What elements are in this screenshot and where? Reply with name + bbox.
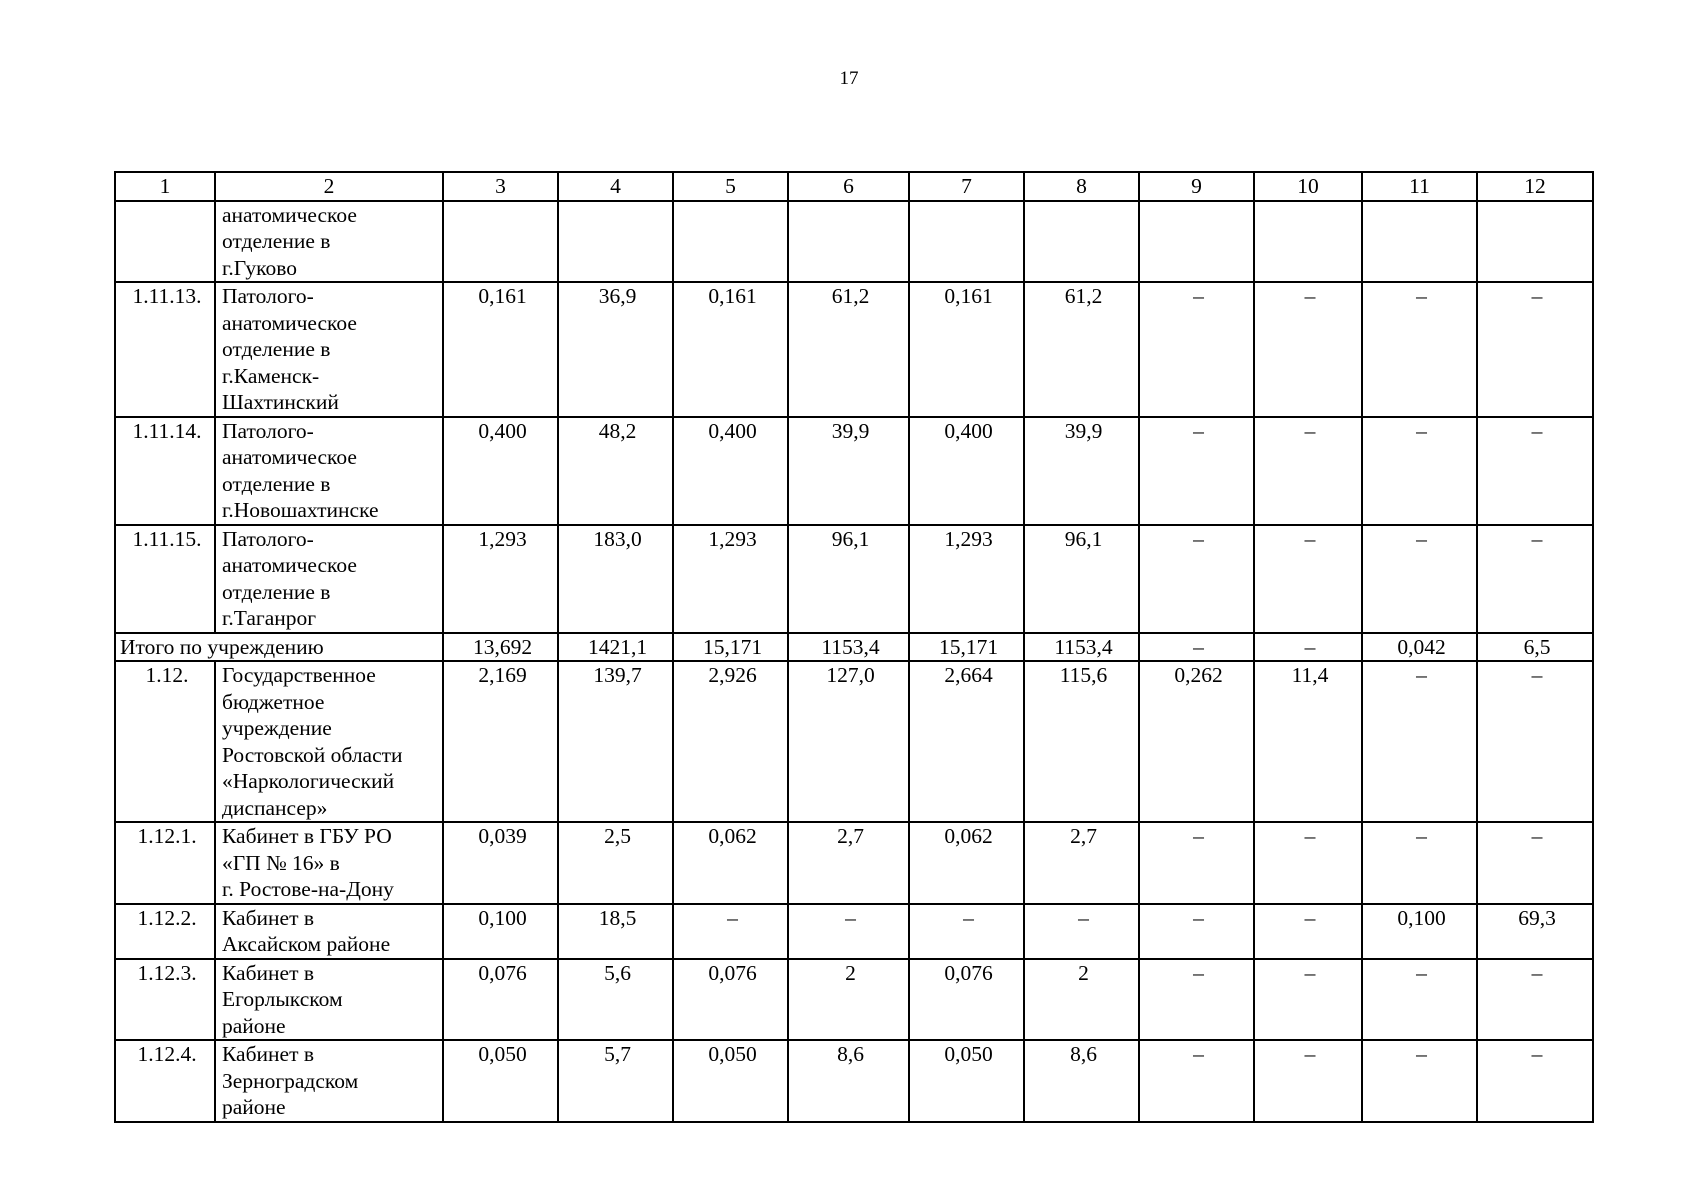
value-cell: –	[1139, 282, 1254, 417]
value-cell: 18,5	[558, 904, 673, 959]
table-row	[115, 201, 1593, 283]
value-cell: 1,293	[443, 525, 558, 633]
value-cell: 0,042	[1362, 633, 1477, 662]
row-name-line: Государственное	[222, 663, 376, 687]
value-cell: –	[788, 904, 909, 959]
column-number: 6	[788, 172, 909, 201]
value-cell: –	[1477, 959, 1593, 1041]
value-cell: 5,7	[558, 1040, 673, 1122]
column-number: 12	[1477, 172, 1593, 201]
row-name-line: Кабинет в	[222, 1042, 315, 1066]
row-name-line: отделение в	[222, 579, 331, 604]
value-cell	[1362, 201, 1477, 283]
row-name-line: анатомическое	[222, 202, 357, 227]
value-cell: 1153,4	[1024, 633, 1139, 662]
row-number: 1.11.13.	[115, 282, 215, 417]
row-name-line: отделение в	[222, 337, 331, 361]
value-cell: –	[1139, 822, 1254, 904]
value-cell: 39,9	[1024, 417, 1139, 525]
value-cell: –	[1362, 1040, 1477, 1122]
value-cell	[909, 201, 1024, 283]
value-cell: 0,076	[909, 959, 1024, 1041]
value-cell: –	[1362, 282, 1477, 417]
value-cell: –	[1254, 904, 1362, 959]
row-name-line: г.Каменск-	[222, 363, 320, 388]
row-name-line: учреждение	[222, 716, 332, 740]
row-name-line: Аксайском районе	[222, 932, 391, 956]
row-name-line: «ГП № 16» в	[222, 850, 340, 875]
value-cell: 0,100	[443, 904, 558, 959]
value-cell: –	[1139, 1040, 1254, 1122]
row-name-line: Егорлыкском	[222, 987, 343, 1011]
value-cell: 2,169	[443, 661, 558, 822]
value-cell: 2,7	[1024, 822, 1139, 904]
value-cell: 2	[788, 959, 909, 1041]
value-cell: –	[1477, 1040, 1593, 1122]
row-number: 1.12.4.	[115, 1040, 215, 1122]
value-cell: –	[1477, 822, 1593, 904]
column-number: 9	[1139, 172, 1254, 201]
value-cell: 1,293	[909, 525, 1024, 633]
row-name-line: «Наркологический	[222, 769, 395, 793]
row-name-line: Патолого-	[222, 284, 314, 308]
value-cell: –	[1477, 661, 1593, 822]
row-number: 1.11.14.	[115, 417, 215, 525]
value-cell: 0,262	[1139, 661, 1254, 822]
value-cell: 2,5	[558, 822, 673, 904]
value-cell: –	[1254, 417, 1362, 525]
row-name-line: Кабинет в ГБУ РО	[222, 824, 392, 848]
value-cell: –	[1477, 417, 1593, 525]
value-cell	[443, 201, 558, 283]
value-cell	[558, 201, 673, 283]
column-number-row	[115, 172, 1593, 201]
value-cell: –	[1362, 661, 1477, 822]
value-cell: 8,6	[1024, 1040, 1139, 1122]
value-cell	[1024, 201, 1139, 283]
row-name-line: отделение в	[222, 229, 331, 253]
value-cell	[673, 201, 788, 283]
row-number: 1.12.	[115, 661, 215, 822]
table-row	[115, 959, 1593, 1041]
value-cell: –	[1362, 417, 1477, 525]
value-cell: –	[1139, 525, 1254, 633]
value-cell: –	[1362, 525, 1477, 633]
value-cell: 2,7	[788, 822, 909, 904]
row-name	[215, 525, 443, 633]
row-name-line: Ростовской области	[222, 742, 403, 767]
column-number: 10	[1254, 172, 1362, 201]
row-name-line: Патолого-	[222, 418, 314, 443]
value-cell: 96,1	[1024, 525, 1139, 633]
row-name	[215, 822, 443, 904]
value-cell: –	[1139, 904, 1254, 959]
row-name	[215, 904, 443, 959]
row-name-line: диспансер»	[222, 795, 328, 820]
value-cell: 36,9	[558, 282, 673, 417]
value-cell: 0,062	[673, 822, 788, 904]
value-cell: 11,4	[1254, 661, 1362, 822]
row-name-line: Кабинет в	[222, 905, 315, 930]
value-cell: 13,692	[443, 633, 558, 662]
value-cell: 1421,1	[558, 633, 673, 662]
row-name-line: Зерноградском	[222, 1068, 359, 1093]
table-row	[115, 822, 1593, 904]
column-number: 3	[443, 172, 558, 201]
value-cell: –	[1254, 959, 1362, 1041]
value-cell: 6,5	[1477, 633, 1593, 662]
row-name-line: анатомическое	[222, 445, 357, 469]
column-number: 7	[909, 172, 1024, 201]
row-name	[215, 417, 443, 525]
row-name-line: бюджетное	[222, 689, 325, 714]
value-cell: 0,400	[673, 417, 788, 525]
column-number: 4	[558, 172, 673, 201]
value-cell: 69,3	[1477, 904, 1593, 959]
value-cell: –	[909, 904, 1024, 959]
value-cell: 0,050	[909, 1040, 1024, 1122]
table-row	[115, 1040, 1593, 1122]
value-cell: –	[1254, 1040, 1362, 1122]
value-cell: –	[1254, 282, 1362, 417]
value-cell: 5,6	[558, 959, 673, 1041]
value-cell	[1254, 201, 1362, 283]
value-cell: 15,171	[673, 633, 788, 662]
column-number: 8	[1024, 172, 1139, 201]
row-number: 1.12.1.	[115, 822, 215, 904]
page-number: 17	[839, 68, 859, 89]
row-name	[215, 1040, 443, 1122]
value-cell: –	[1139, 417, 1254, 525]
row-name-line: анатомическое	[222, 310, 357, 335]
value-cell	[788, 201, 909, 283]
total-label: Итого по учреждению	[115, 633, 443, 662]
total-row	[115, 633, 1593, 662]
value-cell: 2,926	[673, 661, 788, 822]
table-row	[115, 417, 1593, 525]
value-cell: 48,2	[558, 417, 673, 525]
value-cell: –	[1362, 822, 1477, 904]
value-cell: 0,100	[1362, 904, 1477, 959]
column-number: 2	[215, 172, 443, 201]
value-cell: –	[1139, 959, 1254, 1041]
row-name-line: районе	[222, 1095, 286, 1119]
value-cell: –	[1254, 525, 1362, 633]
value-cell: 61,2	[1024, 282, 1139, 417]
value-cell	[1139, 201, 1254, 283]
value-cell: 8,6	[788, 1040, 909, 1122]
value-cell: 0,161	[673, 282, 788, 417]
data-table	[114, 171, 1594, 1123]
value-cell: 39,9	[788, 417, 909, 525]
row-name-line: Патолого-	[222, 526, 314, 551]
table-row	[115, 661, 1593, 822]
value-cell: 1153,4	[788, 633, 909, 662]
value-cell: 2,664	[909, 661, 1024, 822]
column-number: 11	[1362, 172, 1477, 201]
value-cell: 61,2	[788, 282, 909, 417]
value-cell: 139,7	[558, 661, 673, 822]
value-cell: –	[673, 904, 788, 959]
value-cell: 0,076	[673, 959, 788, 1041]
value-cell: 0,050	[443, 1040, 558, 1122]
value-cell: –	[1254, 822, 1362, 904]
value-cell: –	[1477, 525, 1593, 633]
row-name-line: отделение в	[222, 471, 331, 496]
column-number: 5	[673, 172, 788, 201]
column-number: 1	[115, 172, 215, 201]
row-name-line: Шахтинский	[222, 390, 339, 414]
row-number: 1.11.15.	[115, 525, 215, 633]
row-name-line: Кабинет в	[222, 960, 315, 985]
row-name-line: г.Новошахтинске	[222, 498, 379, 522]
row-number	[115, 201, 215, 283]
row-name-line: анатомическое	[222, 553, 357, 577]
value-cell: 115,6	[1024, 661, 1139, 822]
value-cell: 0,076	[443, 959, 558, 1041]
table-row	[115, 904, 1593, 959]
value-cell: –	[1139, 633, 1254, 662]
row-name	[215, 201, 443, 283]
value-cell: –	[1024, 904, 1139, 959]
row-name-line: г.Таганрог	[222, 606, 317, 630]
row-number: 1.12.2.	[115, 904, 215, 959]
value-cell: 0,161	[443, 282, 558, 417]
row-name-line: г. Ростове-на-Дону	[222, 877, 394, 901]
value-cell: 0,400	[909, 417, 1024, 525]
value-cell: –	[1362, 959, 1477, 1041]
row-name	[215, 282, 443, 417]
row-name	[215, 661, 443, 822]
row-number: 1.12.3.	[115, 959, 215, 1041]
row-name-line: г.Гуково	[222, 255, 297, 280]
value-cell: 15,171	[909, 633, 1024, 662]
value-cell: –	[1477, 282, 1593, 417]
value-cell: 127,0	[788, 661, 909, 822]
value-cell: 96,1	[788, 525, 909, 633]
table-row	[115, 282, 1593, 417]
value-cell: 0,161	[909, 282, 1024, 417]
table-row	[115, 525, 1593, 633]
value-cell: 1,293	[673, 525, 788, 633]
value-cell: 183,0	[558, 525, 673, 633]
value-cell: 0,039	[443, 822, 558, 904]
value-cell: –	[1254, 633, 1362, 662]
row-name	[215, 959, 443, 1041]
value-cell: 2	[1024, 959, 1139, 1041]
value-cell: 0,062	[909, 822, 1024, 904]
row-name-line: районе	[222, 1013, 286, 1038]
value-cell: 0,050	[673, 1040, 788, 1122]
value-cell	[1477, 201, 1593, 283]
value-cell: 0,400	[443, 417, 558, 525]
